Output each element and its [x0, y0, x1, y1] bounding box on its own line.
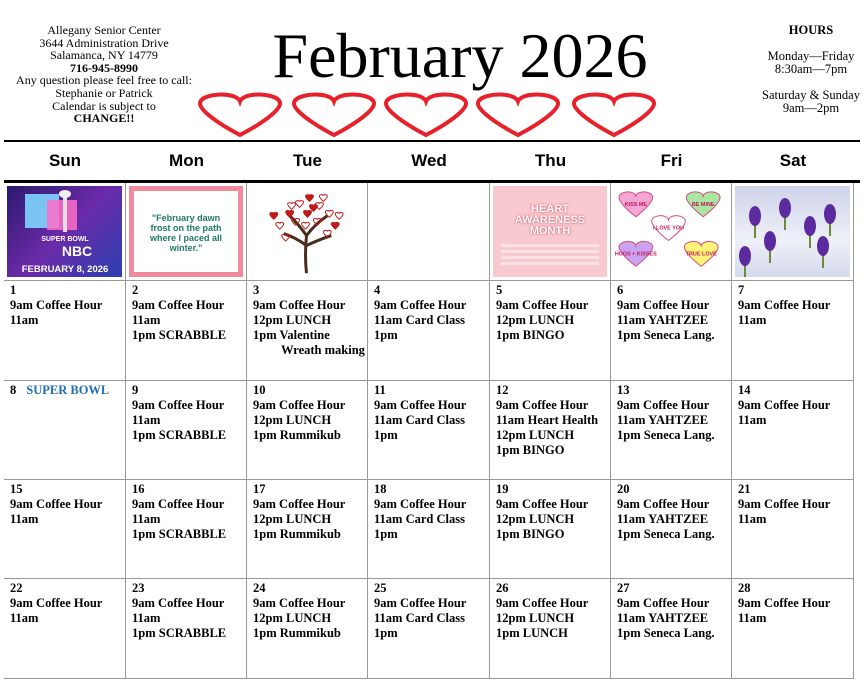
weekend-label: Saturday & Sunday: [762, 88, 860, 102]
change-text: CHANGE!!: [73, 111, 135, 126]
day-cell: [368, 281, 490, 381]
day-cell: [368, 579, 490, 679]
day-header-tue: Tue: [293, 151, 322, 170]
day-number: 28: [738, 581, 751, 595]
day-number: 3: [253, 283, 260, 297]
event-line: 9am Coffee Hour: [496, 298, 589, 312]
day-number: 10: [253, 383, 266, 397]
event-line: 1pm SCRABBLE: [132, 428, 227, 442]
heart-icon: [386, 94, 466, 135]
event-line: 11am YAHTZEE: [617, 512, 709, 526]
page-title: February 2026: [272, 20, 648, 91]
day-number: 16: [132, 482, 145, 496]
event-line: 12pm LUNCH: [253, 512, 332, 526]
day-cell: [732, 480, 854, 579]
day-cell: [126, 579, 247, 679]
event-line: 9am Coffee Hour: [738, 497, 831, 511]
event-line: 1pm BINGO: [496, 328, 565, 342]
crocus-flower: [817, 236, 829, 256]
event-line: 9am Coffee Hour: [10, 497, 103, 511]
event-line: 1pm Seneca Lang.: [617, 527, 715, 541]
event-line: 9am Coffee Hour: [253, 298, 346, 312]
day-cell: [247, 579, 368, 679]
event-line: 9am Coffee Hour: [374, 596, 467, 610]
event-line: 12pm LUNCH: [253, 611, 332, 625]
day-header-thu: Thu: [534, 151, 567, 170]
heart-month-line1: HEART: [531, 203, 569, 215]
event-line: 1pm BINGO: [496, 443, 565, 457]
day-number: 6: [617, 283, 624, 297]
event-line: 9am Coffee Hour: [132, 298, 225, 312]
event-line: 1pm Valentine: [253, 328, 330, 342]
day-cell: [490, 281, 611, 381]
crocus-flower: [739, 246, 751, 266]
event-line: 11am: [738, 611, 767, 625]
event-line: 11am: [132, 512, 161, 526]
event-line: 9am Coffee Hour: [374, 497, 467, 511]
day-cell: [4, 381, 126, 480]
event-line: 11am YAHTZEE: [617, 313, 709, 327]
event-line: 1pm: [374, 626, 398, 640]
crocus-image-cell: [732, 183, 854, 281]
event-line: 12pm LUNCH: [253, 413, 332, 427]
event-line: 11am: [132, 313, 161, 327]
event-line: 12pm LUNCH: [496, 512, 575, 526]
event-line: 11am YAHTZEE: [617, 611, 709, 625]
heart-tree-icon: [250, 186, 364, 277]
event-line: 11am Card Class: [374, 313, 465, 327]
day-number: 9: [132, 383, 139, 397]
tree-heart-icon: [304, 211, 312, 218]
event-line: 1pm: [374, 527, 398, 541]
day-cell: [490, 480, 611, 579]
event-line: 1pm LUNCH: [496, 626, 568, 640]
event-line: 9am Coffee Hour: [253, 398, 346, 412]
event-line: 9am Coffee Hour: [617, 497, 710, 511]
day-cell: [4, 480, 126, 579]
tree-heart-icon: [319, 195, 327, 202]
event-line: 9am Coffee Hour: [132, 497, 225, 511]
day-number: 4: [374, 283, 381, 297]
superbowl-image-cell: [4, 183, 126, 281]
crocus-flower: [764, 231, 776, 251]
contact-names: Stephanie or Patrick: [55, 85, 153, 100]
day-number: 12: [496, 383, 509, 397]
day-number: 18: [374, 482, 387, 496]
heart-tree-image-cell: [247, 183, 368, 281]
day-header-mon: Mon: [169, 151, 204, 170]
day-cell: [732, 381, 854, 480]
heart-month-line2: AWARENESS: [514, 214, 586, 226]
day-number: 21: [738, 482, 751, 496]
tree-heart-icon: [286, 211, 294, 218]
day-number: 5: [496, 283, 503, 297]
event-line: 11am: [738, 413, 767, 427]
super-bowl-label: SUPER BOWL: [26, 383, 110, 397]
event-line: 11am Card Class: [374, 512, 465, 526]
event-line: 1pm SCRABBLE: [132, 328, 227, 342]
event-line: 1pm Rummikub: [253, 626, 341, 640]
event-line: 1pm SCRABBLE: [132, 626, 227, 640]
event-line: 9am Coffee Hour: [617, 596, 710, 610]
event-line: 9am Coffee Hour: [496, 497, 589, 511]
event-line: 11am: [10, 512, 39, 526]
event-line: 9am Coffee Hour: [496, 398, 589, 412]
day-cell: [368, 381, 490, 480]
empty-image-cell: [368, 183, 490, 281]
hours-heading: HOURS: [788, 23, 834, 37]
day-cell: [126, 480, 247, 579]
calendar-grid: [4, 183, 854, 683]
day-number: 11: [374, 383, 386, 397]
day-number: 14: [738, 383, 751, 397]
event-line: 1pm Seneca Lang.: [617, 428, 715, 442]
day-number: 24: [253, 581, 266, 595]
crocus-flower: [824, 204, 836, 224]
day-cell: [611, 480, 732, 579]
event-line: 9am Coffee Hour: [374, 298, 467, 312]
event-line: 9am Coffee Hour: [253, 596, 346, 610]
event-line: 1pm Rummikub: [253, 428, 341, 442]
event-line: 9am Coffee Hour: [738, 298, 831, 312]
day-number: 7: [738, 283, 745, 297]
heart-month-image-cell: [490, 183, 611, 281]
day-cell: [368, 480, 490, 579]
candy-heart-text: I LOVE YOU: [652, 225, 685, 232]
event-line: 11am: [10, 313, 39, 327]
day-cell: [247, 281, 368, 381]
candy-heart-text: HUGS + KISSES: [614, 251, 657, 258]
day-cell: [732, 281, 854, 381]
street-address: 3644 Administration Drive: [39, 35, 169, 50]
day-header-sun: Sun: [48, 151, 82, 170]
event-line: 9am Coffee Hour: [132, 596, 225, 610]
event-line: 9am Coffee Hour: [10, 596, 103, 610]
notice-text: Calendar is subject to: [52, 98, 156, 113]
tree-heart-icon: [331, 222, 339, 229]
day-cell: [4, 579, 126, 679]
day-number: 1: [10, 283, 17, 297]
event-line: 11am: [10, 611, 39, 625]
day-cell: [247, 480, 368, 579]
day-cell: [126, 281, 247, 381]
hours-info: [722, 24, 864, 115]
event-line: 11am: [132, 413, 161, 427]
event-line: 9am Coffee Hour: [617, 298, 710, 312]
day-number: 17: [253, 482, 266, 496]
event-line: 9am Coffee Hour: [10, 298, 103, 312]
day-header-fri: Fri: [660, 151, 683, 170]
candy-hearts-image-cell: [611, 183, 732, 281]
event-line: 11am Heart Health: [496, 413, 599, 427]
day-number: 15: [10, 482, 23, 496]
day-number: 27: [617, 581, 630, 595]
superbowl-brand: NBC: [61, 243, 93, 259]
day-number: 20: [617, 482, 630, 496]
event-line: 9am Coffee Hour: [738, 398, 831, 412]
event-line: 9am Coffee Hour: [374, 398, 467, 412]
tree-heart-icon: [288, 203, 296, 210]
event-line: 9am Coffee Hour: [132, 398, 225, 412]
crocus-flowers-icon: [735, 186, 850, 277]
tree-heart-icon: [296, 201, 304, 208]
candy-heart-text: TRUE LOVE: [685, 251, 717, 258]
org-name: Allegany Senior Center: [47, 23, 161, 37]
weekday-label: Monday—Friday: [767, 49, 855, 63]
day-cell: [126, 381, 247, 480]
heart-icon: [200, 94, 280, 135]
tree-heart-icon: [306, 195, 314, 202]
tree-heart-icon: [270, 213, 278, 220]
heart-month-line3: MONTH: [529, 225, 571, 237]
candy-heart-text: BE MINE: [691, 201, 715, 208]
day-cell: [732, 579, 854, 679]
heart-icon: [574, 94, 654, 135]
event-line: 12pm LUNCH: [496, 611, 575, 625]
candy-heart-text: KISS ME: [624, 201, 647, 208]
event-line: 1pm Seneca Lang.: [617, 328, 715, 342]
event-line: 1pm Rummikub: [253, 527, 341, 541]
superbowl-logo-icon: [7, 186, 122, 277]
day-number: 2: [132, 283, 139, 297]
day-number: 23: [132, 581, 145, 595]
day-cell: [247, 381, 368, 480]
day-number: 8: [10, 383, 17, 397]
event-line: 9am Coffee Hour: [617, 398, 710, 412]
event-line: 11am: [132, 611, 161, 625]
day-number: 19: [496, 482, 509, 496]
event-line: 11am Card Class: [374, 413, 465, 427]
day-cell: [611, 281, 732, 381]
event-line: 12pm LUNCH: [496, 428, 575, 442]
day-cell: [490, 381, 611, 480]
crocus-flower: [804, 216, 816, 236]
weekend-time: 9am—2pm: [782, 101, 840, 115]
event-line: 11am: [738, 512, 767, 526]
tree-heart-icon: [335, 213, 343, 220]
event-line: 11am Card Class: [374, 611, 465, 625]
candy-hearts-icon: [614, 186, 728, 277]
heart-icon: [478, 94, 558, 135]
quote-image-cell: [126, 183, 247, 281]
day-cell: [4, 281, 126, 381]
event-line: 11am YAHTZEE: [617, 413, 709, 427]
day-number: 26: [496, 581, 509, 595]
day-cell: [611, 579, 732, 679]
day-header-wed: Wed: [411, 151, 447, 170]
event-line: Wreath making: [281, 343, 365, 357]
event-line: 1pm BINGO: [496, 527, 565, 541]
tree-heart-icon: [276, 222, 284, 229]
city-address: Salamanca, NY 14779: [50, 48, 158, 63]
day-cell: [490, 579, 611, 679]
event-line: 12pm LUNCH: [496, 313, 575, 327]
event-line: 9am Coffee Hour: [253, 497, 346, 511]
superbowl-line1: SUPER BOWL: [41, 236, 89, 243]
event-line: 9am Coffee Hour: [496, 596, 589, 610]
quote-text: "February dawn frost on the path where I paced all winter.": [149, 213, 223, 253]
event-line: 12pm LUNCH: [253, 313, 332, 327]
weekday-time: 8:30am—7pm: [774, 62, 848, 76]
superbowl-date: FEBRUARY 8, 2026: [21, 264, 109, 275]
event-line: 11am: [738, 313, 767, 327]
crocus-flower: [749, 206, 761, 226]
day-number: 13: [617, 383, 630, 397]
event-line: 1pm Seneca Lang.: [617, 626, 715, 640]
question-text: Any question please feel free to call:: [16, 73, 192, 88]
event-line: 1pm: [374, 328, 398, 342]
event-line: 1pm: [374, 428, 398, 442]
hearts-row: [196, 90, 666, 140]
day-header-sat: Sat: [779, 151, 807, 170]
event-line: 9am Coffee Hour: [738, 596, 831, 610]
day-cell: [611, 381, 732, 480]
event-line: 1pm SCRABBLE: [132, 527, 227, 541]
crocus-flower: [779, 198, 791, 218]
heart-icon: [294, 94, 374, 135]
day-number: 25: [374, 581, 387, 595]
day-number: 22: [10, 581, 23, 595]
contact-info: [4, 24, 204, 125]
phone-number: 716-945-8990: [70, 60, 138, 75]
